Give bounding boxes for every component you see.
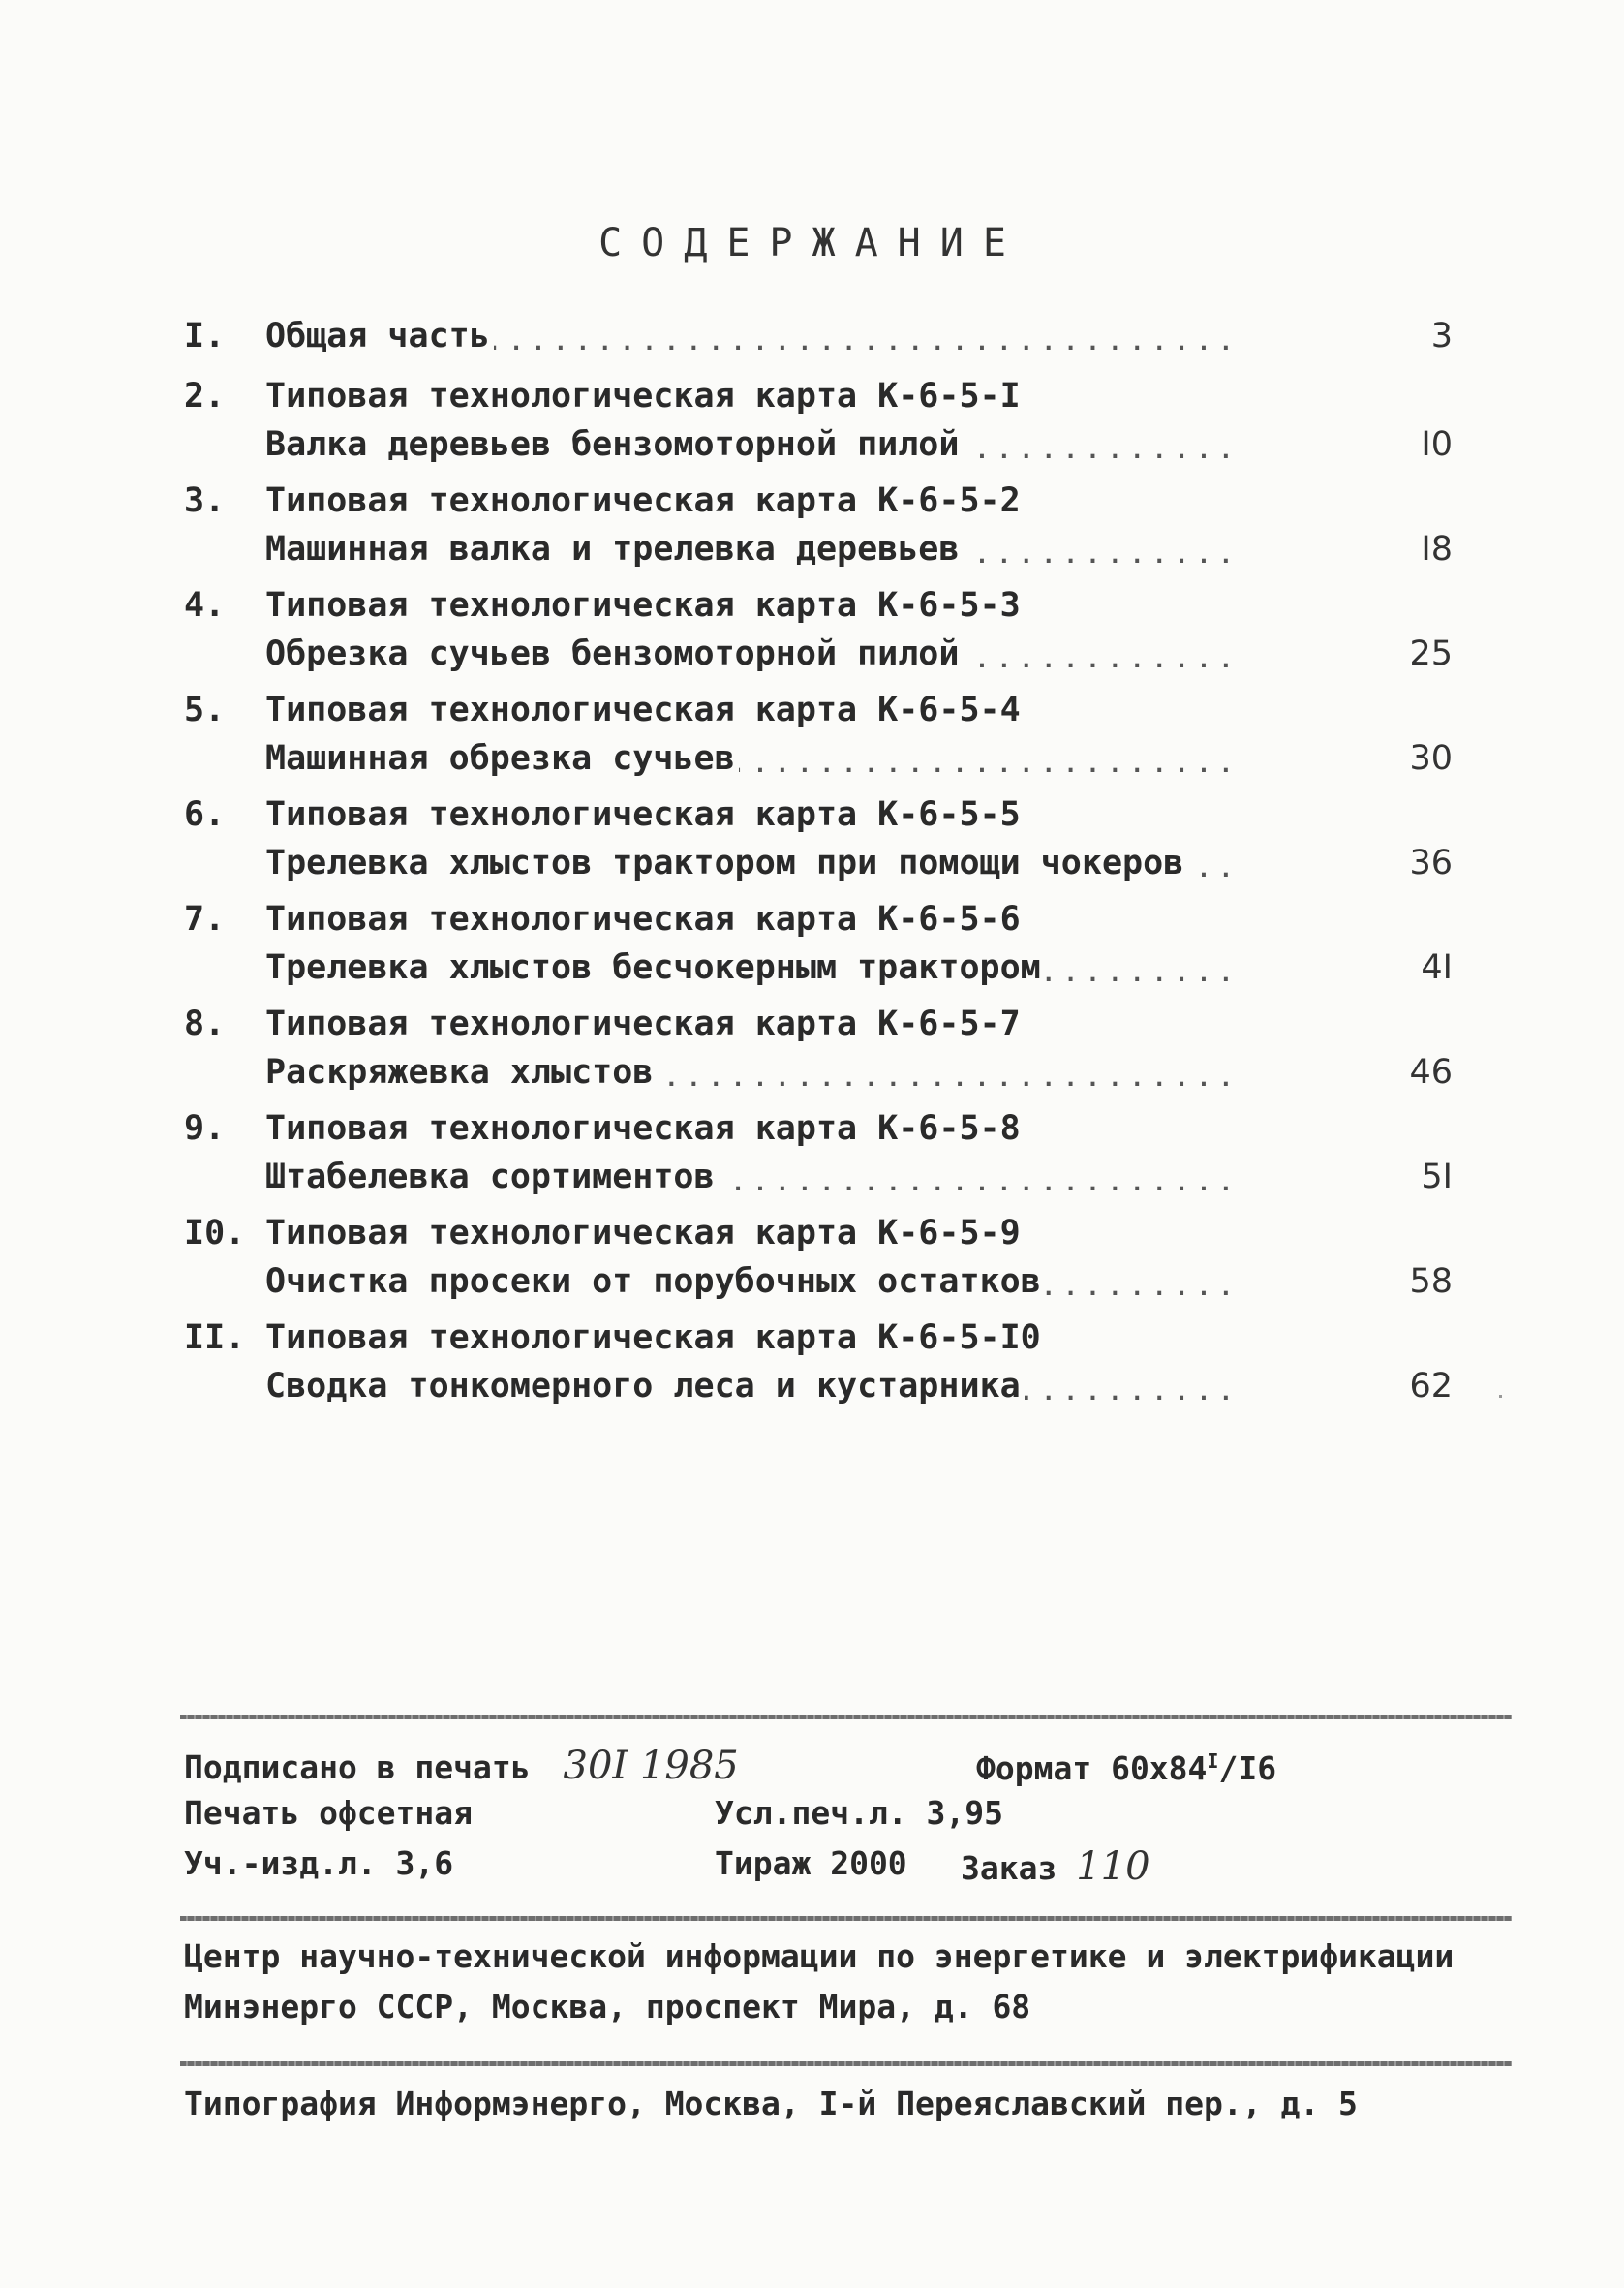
publisher-line-2: Минэнерго СССР, Москва, проспект Мира, д. 68 [184, 1988, 1031, 2025]
toc-entry-number: 4. [184, 586, 226, 625]
toc-entry-text [265, 630, 1243, 678]
toc-entry-label: Штабелевка сортиментов [265, 1158, 719, 1196]
toc-entry-heading [184, 1000, 1482, 1048]
toc-entry-heading [184, 477, 1482, 525]
toc-entry-number: 5. [184, 691, 226, 729]
scan-speck [1499, 1395, 1502, 1398]
toc-entry-title [184, 734, 1482, 783]
toc-entry [184, 1314, 1482, 1410]
toc-page-number: I8 [1421, 530, 1453, 569]
toc-entry [184, 895, 1482, 992]
usl-pech: Усл.печ.л. 3,95 [715, 1794, 1004, 1832]
toc-entry-text: Типовая технологическая карта К-6-5-7 [265, 1005, 1021, 1043]
print-type: Печать офсетная [184, 1794, 474, 1832]
toc-entry [184, 686, 1482, 783]
toc-entry-heading [184, 1209, 1482, 1257]
toc-entry-title [184, 1257, 1482, 1306]
toc-entry [184, 581, 1482, 678]
toc-entry-text: Типовая технологическая карта К-6-5-I [265, 377, 1021, 416]
format-field [976, 1749, 1276, 1787]
toc-entry-text: Типовая технологическая карта К-6-5-3 [265, 586, 1021, 625]
toc-entry-number: II. [184, 1318, 246, 1357]
toc-entry-text [265, 839, 1243, 887]
toc-entry-title [184, 839, 1482, 887]
toc-entry-text [265, 734, 1243, 783]
toc-entry-text: Типовая технологическая карта К-6-5-8 [265, 1109, 1021, 1148]
toc-entry-label: Трелевка хлыстов бесчокерным трактором [265, 948, 1045, 987]
toc-page-number: I0 [1421, 425, 1453, 464]
toc-entry [184, 372, 1482, 469]
publisher-line-1: Центр научно-технической информации по энергетике и электрификации [184, 1937, 1455, 1975]
toc-entry-number: 3. [184, 481, 226, 520]
toc-entry-text: Типовая технологическая карта К-6-5-5 [265, 795, 1021, 834]
toc-entry [184, 477, 1482, 573]
toc-entry-label: Общая часть [265, 317, 494, 356]
table-of-contents [184, 312, 1482, 1418]
toc-entry [184, 1104, 1482, 1201]
toc-entry [184, 312, 1482, 360]
toc-entry-number: 8. [184, 1005, 226, 1043]
toc-entry-number: 2. [184, 377, 226, 416]
toc-entry-label: Машинная обрезка сучьев [265, 739, 739, 778]
toc-entry-text: Типовая технологическая карта К-6-5-6 [265, 900, 1021, 939]
toc-entry-number: 9. [184, 1109, 226, 1148]
format-label: Формат 60х84 [976, 1749, 1208, 1787]
toc-entry-label: Машинная валка и трелевка деревьев [265, 530, 963, 569]
toc-entry-text: Типовая технологическая карта К-6-5-2 [265, 481, 1021, 520]
toc-entry-title [184, 1048, 1482, 1097]
format-tail: /I6 [1218, 1749, 1277, 1787]
toc-entry-label: Обрезка сучьев бензомоторной пилой [265, 634, 963, 673]
toc-entry-title [184, 312, 1482, 360]
toc-entry-label: Сводка тонкомерного леса и кустарника [265, 1367, 1025, 1406]
toc-page-number: 25 [1409, 634, 1453, 673]
page-title: СОДЕРЖАНИЕ [598, 221, 1026, 265]
divider-rule [180, 1916, 1512, 1921]
toc-entry-heading [184, 686, 1482, 734]
toc-entry-text: Типовая технологическая карта К-6-5-I0 [265, 1318, 1041, 1357]
format-sup: I [1207, 1749, 1219, 1773]
toc-entry-title [184, 943, 1482, 992]
toc-entry-text [265, 1153, 1243, 1201]
toc-entry-text: Типовая технологическая карта К-6-5-4 [265, 691, 1021, 729]
toc-entry-heading [184, 1104, 1482, 1153]
toc-entry-text [265, 943, 1243, 992]
toc-entry-title [184, 1362, 1482, 1410]
toc-entry-text: Типовая технологическая карта К-6-5-9 [265, 1214, 1021, 1252]
toc-entry-text [265, 420, 1243, 469]
imprint-row-1 [184, 1744, 739, 1788]
toc-entry-heading [184, 1314, 1482, 1362]
divider-rule [180, 1715, 1512, 1719]
toc-entry [184, 1000, 1482, 1097]
toc-entry-label: Трелевка хлыстов трактором при помощи чокеров [265, 844, 1187, 882]
toc-entry-number: 7. [184, 900, 226, 939]
signed-label: Подписано в печать [184, 1748, 531, 1786]
tirazh: Тираж 2000 [715, 1844, 907, 1882]
toc-page-number: 3 [1430, 317, 1453, 356]
toc-page-number: 5I [1421, 1158, 1453, 1196]
toc-entry-number: I0. [184, 1214, 246, 1252]
divider-rule [180, 2061, 1512, 2066]
toc-entry-text [265, 312, 1243, 360]
toc-page-number: 36 [1409, 844, 1453, 882]
toc-entry-label: Валка деревьев бензомоторной пилой [265, 425, 963, 464]
toc-entry-number: 6. [184, 795, 226, 834]
toc-entry-title [184, 630, 1482, 678]
toc-entry-text [265, 1048, 1243, 1097]
toc-page-number: 4I [1421, 948, 1453, 987]
zakaz-number: 110 [1076, 1844, 1150, 1889]
toc-page-number: 58 [1409, 1262, 1453, 1301]
toc-entry [184, 790, 1482, 887]
toc-entry-heading [184, 790, 1482, 839]
toc-entry-text [265, 1257, 1243, 1306]
toc-entry-heading [184, 372, 1482, 420]
toc-entry-text [265, 525, 1243, 573]
toc-entry-label: Очистка просеки от порубочных остатков [265, 1262, 1045, 1301]
zakaz-label: Заказ [961, 1849, 1057, 1887]
toc-entry [184, 1209, 1482, 1306]
toc-page-number: 30 [1409, 739, 1453, 778]
toc-entry-title [184, 525, 1482, 573]
toc-page-number: 46 [1409, 1053, 1453, 1092]
toc-entry-title [184, 420, 1482, 469]
uch-izd: Уч.-изд.л. 3,6 [184, 1844, 454, 1882]
toc-entry-title [184, 1153, 1482, 1201]
zakaz-field [961, 1844, 1150, 1889]
toc-entry-label: Раскряжевка хлыстов [265, 1053, 657, 1092]
toc-page-number: 62 [1409, 1367, 1453, 1406]
toc-entry-heading [184, 581, 1482, 630]
printer-line: Типография Информэнерго, Москва, I-й Переяславский пер., д. 5 [184, 2085, 1358, 2122]
toc-entry-number: I. [184, 317, 226, 356]
toc-entry-heading [184, 895, 1482, 943]
toc-entry-text [265, 1362, 1243, 1410]
signed-date: 30I 1985 [563, 1744, 739, 1788]
